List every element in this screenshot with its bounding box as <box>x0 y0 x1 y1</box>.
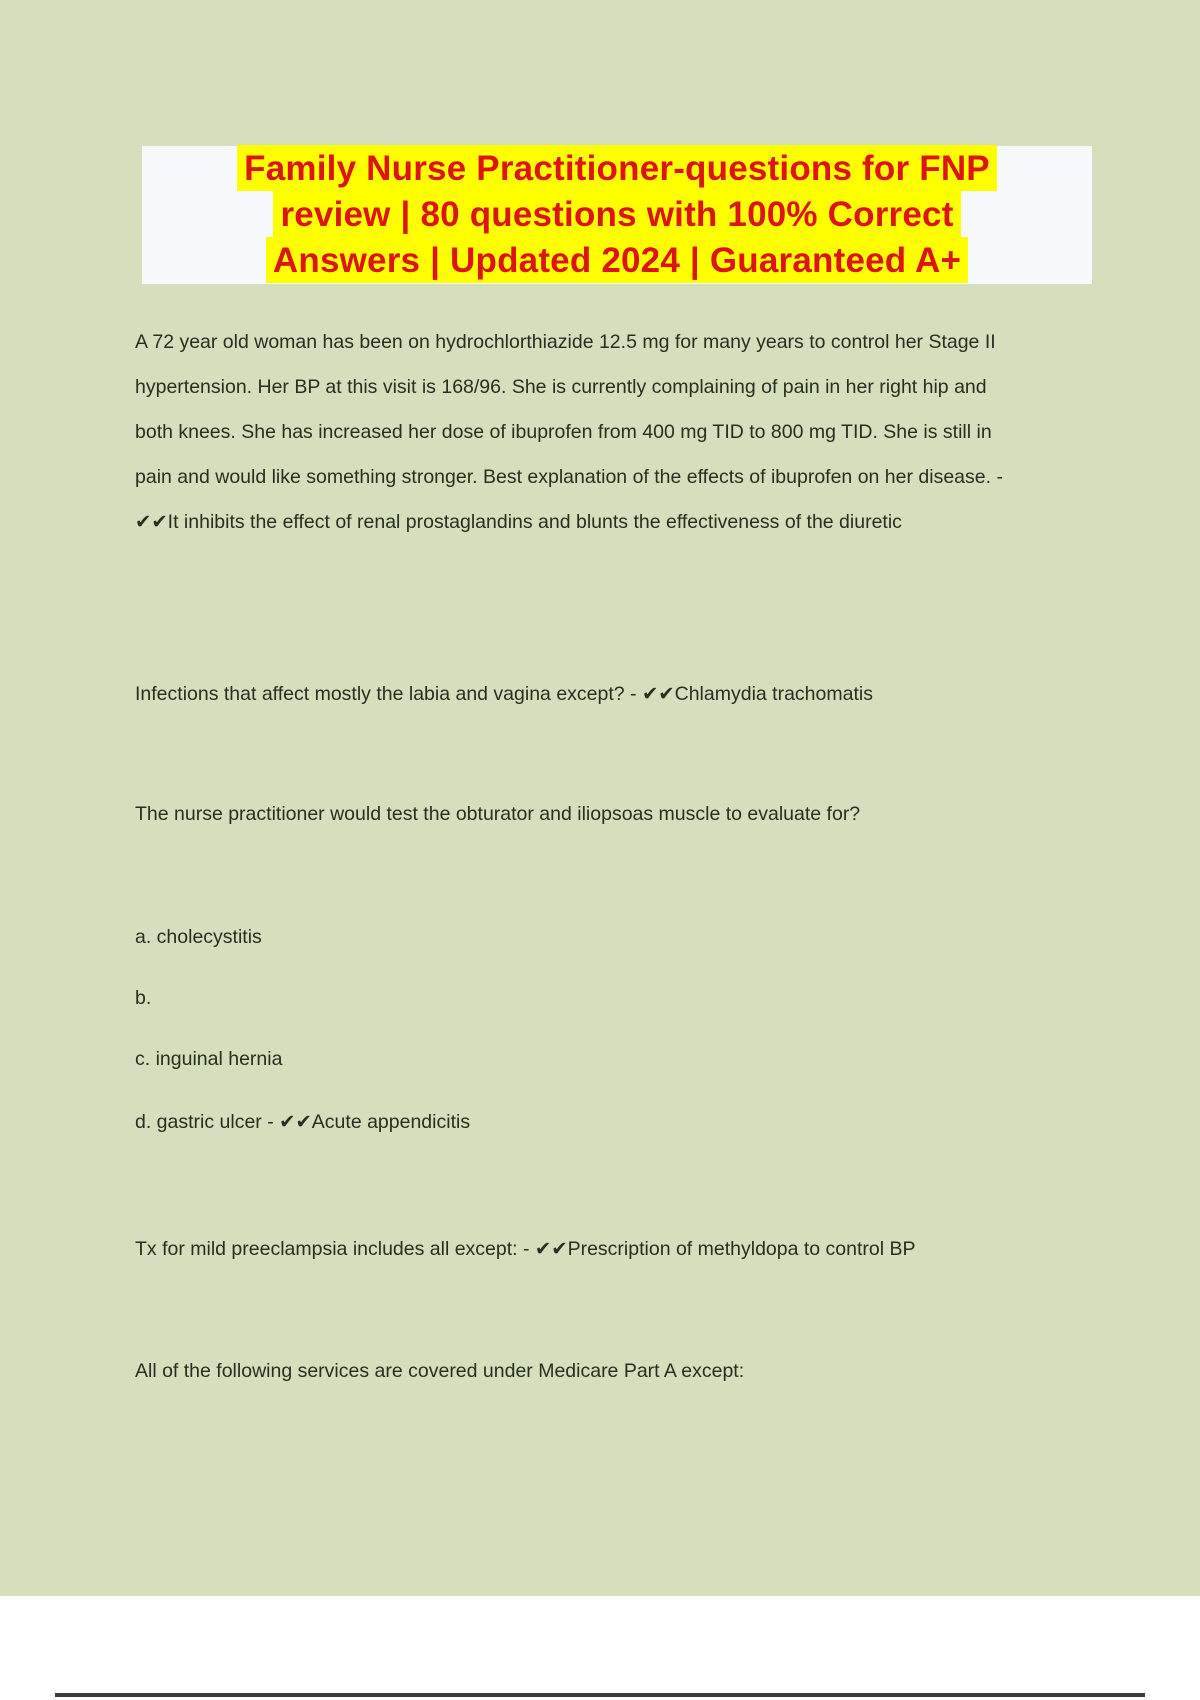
question-paragraph: All of the following services are covered under Medicare Part A except: <box>135 1360 745 1382</box>
title-line <box>142 192 1092 238</box>
question-paragraph: Tx for mild preeclampsia includes all except: - ✔✔Prescription of methyldopa to control BP <box>135 1238 916 1260</box>
question-paragraph: The nurse practitioner would test the obturator and iliopsoas muscle to evaluate for? <box>135 803 861 825</box>
answer-option: a. cholecystitis <box>135 926 262 948</box>
title-line-text: Family Nurse Practitioner-questions for FNP <box>237 145 997 191</box>
title-line-text: Answers | Updated 2024 | Guaranteed A+ <box>266 237 968 283</box>
answer-option: d. gastric ulcer - ✔✔Acute appendicitis <box>135 1111 471 1133</box>
title-line-text: review | 80 questions with 100% Correct <box>273 191 960 237</box>
question-paragraph: Infections that affect mostly the labia and vagina except? - ✔✔Chlamydia trachomatis <box>135 683 873 705</box>
question-paragraph: A 72 year old woman has been on hydrochlorthiazide 12.5 mg for many years to control her Stage II hypertension. Her BP at this visit is 168/96. She is currently complaining of pain in her right hip and both knees. She has increased her dose of ibuprofen from 400 mg TID to 800 mg TID. She is still in pain and would like something stronger. Best explanation of the effects of ibuprofen on her disease. - ✔✔It inhibits the effect of renal prostaglandins and blunts the effectiveness of the diuretic <box>135 331 1003 533</box>
title-line <box>142 238 1092 284</box>
answer-option: c. inguinal hernia <box>135 1048 283 1070</box>
page-separator-line <box>55 1693 1145 1697</box>
answer-option: b. <box>135 987 152 1009</box>
document-title <box>142 146 1092 284</box>
title-line <box>142 146 1092 192</box>
